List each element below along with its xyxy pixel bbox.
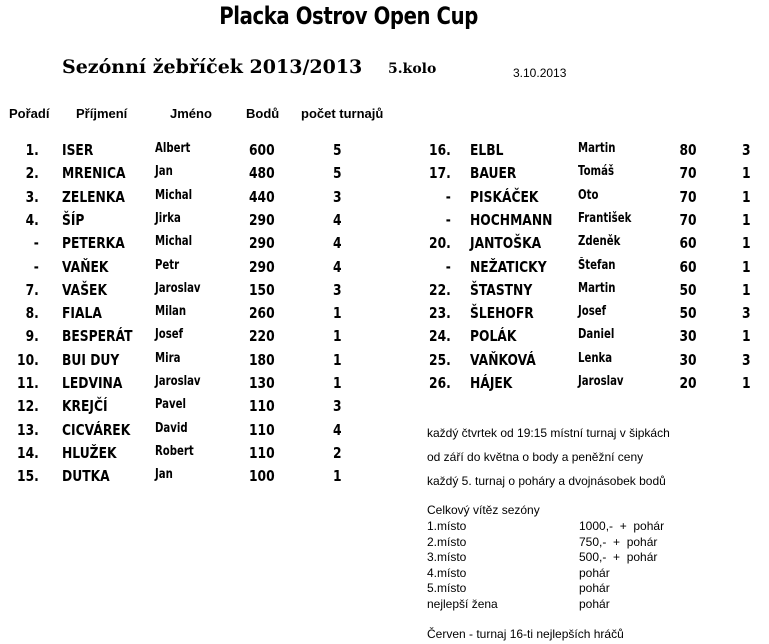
cell-rank: 1. — [25, 141, 39, 159]
cell-surname: ZELENKA — [62, 187, 125, 206]
cell-name: Jaroslav — [155, 280, 201, 296]
cell-points: 220 — [249, 327, 275, 346]
cell-surname: DUTKA — [62, 467, 110, 486]
cell-surname: BUI DUY — [62, 350, 120, 369]
prize-place: 3.místo — [427, 550, 467, 564]
cell-name: Robert — [155, 443, 194, 459]
cell-tournaments: 1 — [742, 187, 751, 206]
cell-rank: 10. — [17, 350, 39, 369]
cell-tournaments: 1 — [742, 234, 751, 253]
cell-surname: MRENICA — [62, 164, 126, 183]
cell-rank: 2. — [25, 164, 39, 183]
cell-rank: 7. — [25, 280, 39, 299]
cell-tournaments: 1 — [333, 467, 342, 486]
cell-points: 600 — [249, 141, 275, 159]
cell-tournaments: 4 — [333, 420, 342, 439]
prize-place: 4.místo — [427, 565, 467, 580]
cell-tournaments: 1 — [742, 327, 751, 346]
cell-tournaments: 1 — [333, 327, 342, 346]
cell-surname: BESPERÁT — [62, 327, 133, 346]
cell-name: Josef — [578, 304, 607, 320]
cell-points: 100 — [249, 467, 275, 486]
cell-name: Pavel — [155, 397, 186, 413]
cell-name: Martin — [578, 141, 616, 156]
cell-surname: CICVÁREK — [62, 420, 131, 439]
prize-reward: pohár — [579, 596, 610, 611]
cell-points: 60 — [679, 234, 697, 253]
cell-points: 290 — [249, 234, 275, 253]
cell-tournaments: 3 — [742, 304, 751, 323]
cell-tournaments: 1 — [742, 164, 751, 183]
cell-name: Štefan — [578, 257, 616, 273]
cell-points: 480 — [249, 164, 275, 183]
footer-note: Červen - turnaj 16-ti nejlepších hráčů — [427, 627, 624, 641]
cell-surname: ŠLEHOFR — [470, 304, 534, 323]
date-label: 3.10.2013 — [513, 66, 567, 80]
cell-points: 290 — [249, 210, 275, 229]
info-line: od září do května o body a peněžní ceny — [427, 450, 644, 464]
cell-name: Michal — [155, 187, 193, 203]
cell-tournaments: 1 — [742, 374, 751, 392]
cell-name: Jirka — [155, 210, 181, 226]
cell-rank: 16. — [429, 141, 451, 159]
cell-tournaments: 4 — [333, 257, 342, 276]
cell-name: František — [578, 210, 632, 226]
cell-name: Michal — [155, 234, 193, 250]
header-points: Bodů — [246, 106, 280, 121]
cell-surname: ŠTASTNY — [470, 280, 533, 299]
cell-rank: 20. — [429, 234, 451, 253]
header-surname: Příjmení — [76, 106, 128, 121]
cell-tournaments: 4 — [333, 234, 342, 253]
cell-name: Oto — [578, 187, 599, 203]
cell-points: 290 — [249, 257, 275, 276]
cell-points: 60 — [679, 257, 697, 276]
cell-surname: VAŠEK — [62, 280, 107, 299]
cell-points: 80 — [679, 141, 697, 159]
cell-name: Lenka — [578, 350, 613, 366]
cell-name: Jaroslav — [578, 374, 624, 389]
cell-name: Jan — [155, 467, 173, 483]
cell-points: 20 — [679, 374, 697, 392]
cell-surname: PISKÁČEK — [470, 187, 539, 206]
page-title: Placka Ostrov Open Cup — [219, 2, 478, 30]
cell-tournaments: 1 — [333, 304, 342, 323]
cell-name: Mira — [155, 350, 181, 366]
cell-name: Daniel — [578, 327, 615, 343]
prize-place: 5.místo — [427, 581, 467, 595]
cell-rank: - — [33, 234, 39, 253]
cell-surname: LEDVINA — [62, 374, 123, 392]
cell-points: 70 — [679, 187, 697, 206]
cell-rank: 14. — [17, 443, 39, 462]
cell-tournaments: 3 — [742, 141, 751, 159]
cell-name: Martin — [578, 280, 616, 296]
cell-points: 70 — [679, 164, 697, 183]
cell-name: Tomáš — [578, 164, 614, 180]
prize-place: nejlepší žena — [427, 596, 498, 611]
cell-tournaments: 5 — [333, 141, 342, 159]
cell-rank: - — [445, 257, 451, 276]
cell-tournaments: 3 — [333, 187, 342, 206]
cell-points: 110 — [249, 397, 275, 416]
prize-place: 2.místo — [427, 534, 467, 549]
prize-reward: 1000,- + pohár — [579, 519, 665, 533]
cell-name: Jan — [155, 164, 173, 180]
season-heading: Sezónní žebříček 2013/2013 — [62, 56, 363, 78]
cell-surname: FIALA — [62, 304, 102, 323]
cell-points: 180 — [249, 350, 275, 369]
cell-points: 30 — [679, 327, 697, 346]
prize-reward: pohár — [579, 581, 610, 595]
cell-points: 440 — [249, 187, 275, 206]
cell-rank: - — [445, 210, 451, 229]
cell-points: 110 — [249, 443, 275, 462]
prize-reward: 500,- + pohár — [579, 550, 658, 564]
cell-surname: ŠÍP — [62, 210, 85, 229]
cell-tournaments: 3 — [333, 397, 342, 416]
cell-name: Zdeněk — [578, 234, 621, 250]
cell-rank: 3. — [25, 187, 39, 206]
cell-points: 110 — [249, 420, 275, 439]
cell-rank: 17. — [429, 164, 451, 183]
header-rank: Pořadí — [9, 106, 50, 121]
prize-reward: 750,- + pohár — [579, 534, 658, 549]
cell-rank: 13. — [17, 420, 39, 439]
cell-surname: PETERKA — [62, 234, 125, 253]
cell-name: Milan — [155, 304, 187, 320]
cell-surname: VAŇKOVÁ — [470, 350, 536, 369]
prize-reward: pohár — [579, 565, 610, 580]
cell-surname: KREJČÍ — [62, 397, 108, 416]
cell-points: 260 — [249, 304, 275, 323]
cell-surname: POLÁK — [470, 327, 517, 346]
cell-tournaments: 1 — [333, 350, 342, 369]
cell-tournaments: 4 — [333, 210, 342, 229]
cell-tournaments: 2 — [333, 443, 342, 462]
cell-surname: ISER — [62, 141, 94, 159]
cell-rank: 25. — [429, 350, 451, 369]
cell-rank: 23. — [429, 304, 451, 323]
cell-name: Petr — [155, 257, 180, 273]
cell-surname: HOCHMANN — [470, 210, 553, 229]
cell-rank: 8. — [25, 304, 39, 323]
cell-rank: 15. — [17, 467, 39, 486]
cell-tournaments: 5 — [333, 164, 342, 183]
cell-points: 50 — [679, 304, 697, 323]
header-tournaments: počet turnajů — [301, 106, 384, 121]
cell-surname: HLUŽEK — [62, 443, 117, 462]
cell-name: Jaroslav — [155, 374, 201, 389]
cell-surname: HÁJEK — [470, 374, 513, 392]
cell-tournaments: 1 — [742, 280, 751, 299]
cell-rank: 12. — [17, 397, 39, 416]
cell-points: 30 — [679, 350, 697, 369]
cell-rank: 9. — [25, 327, 39, 346]
cell-tournaments: 3 — [333, 280, 342, 299]
prize-place: 1.místo — [427, 519, 467, 533]
cell-rank: 26. — [429, 374, 451, 392]
cell-rank: 22. — [429, 280, 451, 299]
prizes-title: Celkový vítěz sezóny — [427, 503, 540, 517]
cell-rank: - — [445, 187, 451, 206]
cell-surname: BAUER — [470, 164, 517, 183]
cell-rank: 4. — [25, 210, 39, 229]
cell-name: David — [155, 420, 188, 436]
cell-surname: ELBL — [470, 141, 504, 159]
cell-tournaments: 1 — [333, 374, 342, 392]
cell-tournaments: 1 — [742, 210, 751, 229]
cell-points: 150 — [249, 280, 275, 299]
cell-name: Josef — [155, 327, 184, 343]
cell-rank: 24. — [429, 327, 451, 346]
cell-tournaments: 3 — [742, 350, 751, 369]
cell-surname: VAŇEK — [62, 257, 109, 276]
info-line: každý čtvrtek od 19:15 místní turnaj v šipkách — [427, 426, 670, 440]
header-name: Jméno — [170, 106, 212, 121]
cell-points: 130 — [249, 374, 275, 392]
cell-name: Albert — [155, 141, 191, 156]
cell-surname: NEŽATICKY — [470, 257, 547, 276]
cell-surname: JANTOŠKA — [470, 234, 542, 253]
round-label: 5.kolo — [388, 61, 437, 77]
cell-rank: - — [33, 257, 39, 276]
cell-tournaments: 1 — [742, 257, 751, 276]
info-line: každý 5. turnaj o poháry a dvojnásobek bodů — [427, 474, 666, 488]
cell-points: 70 — [679, 210, 697, 229]
cell-rank: 11. — [17, 374, 39, 392]
cell-points: 50 — [679, 280, 697, 299]
